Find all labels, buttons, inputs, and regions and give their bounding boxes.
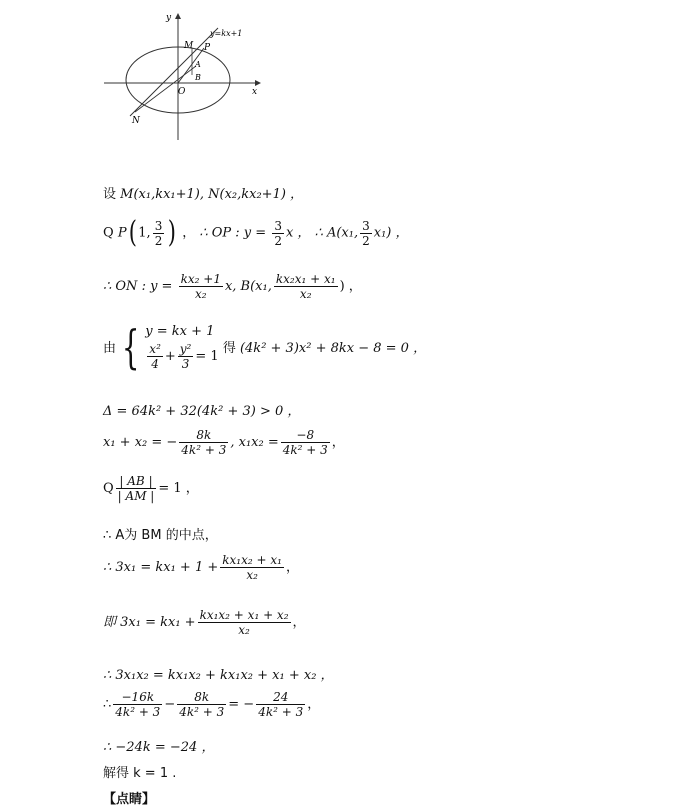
- fraction: [179, 272, 223, 301]
- numerator: 3: [362, 218, 370, 233]
- section-heading-dianjing: 【点睛】: [103, 792, 156, 807]
- text: ∴ A(x₁,: [314, 225, 359, 241]
- label-n: N: [132, 116, 140, 126]
- denominator: 3: [181, 357, 190, 371]
- label-p: P: [204, 43, 211, 53]
- label-a: A: [195, 60, 201, 69]
- text: x ，: [285, 225, 311, 241]
- equation-line: [145, 342, 218, 371]
- numerator: 8k: [177, 690, 226, 705]
- denominator: | AM |: [117, 489, 155, 503]
- text: = 1: [195, 349, 219, 364]
- denominator: 2: [362, 233, 370, 248]
- fraction: [198, 608, 291, 637]
- paren: (: [128, 215, 137, 250]
- numerator: | AB |: [116, 474, 157, 489]
- solution-line-12: [103, 690, 320, 719]
- numerator: −16k: [113, 690, 162, 705]
- fraction: [272, 219, 284, 248]
- text: ∴ ON : y =: [103, 279, 173, 294]
- text: x₁ + x₂ = −: [103, 435, 178, 450]
- denominator: x₂: [194, 287, 207, 301]
- text: ，: [292, 615, 306, 630]
- solution-line-8: ∴ A为 BM 的中点，: [103, 528, 218, 543]
- text: x, B(x₁,: [224, 279, 272, 294]
- fraction: [113, 690, 162, 719]
- text: 得: [222, 341, 236, 356]
- denominator: 2: [274, 233, 282, 248]
- denominator: 4k² + 3: [179, 705, 225, 719]
- math-expression: (4k² + 3)x² + 8kx − 8 = 0 ，: [239, 341, 427, 356]
- fraction: [178, 342, 194, 371]
- solution-line-10: [103, 608, 306, 637]
- solution-line-14: 解得 k = 1 .: [103, 766, 177, 781]
- text: 由: [103, 341, 117, 356]
- denominator: 4: [151, 357, 159, 371]
- denominator: 2: [154, 233, 163, 248]
- solution-line-13: ∴ −24k = −24 ，: [103, 740, 215, 755]
- text: Q: [103, 225, 114, 241]
- math-expression: M(x₁,kx₁+1), N(x₂,kx₂+1) ，: [120, 187, 304, 202]
- solution-line-6: [103, 428, 345, 457]
- text: x₁) ，: [373, 225, 409, 241]
- denominator: x₂: [238, 623, 250, 637]
- numerator: kx₁x₂ + x₁ + x₂: [199, 608, 289, 622]
- text: P: [117, 225, 127, 241]
- text: 1,: [138, 225, 151, 241]
- numerator: 3: [154, 218, 163, 233]
- text: +: [164, 349, 176, 364]
- text: ∴: [103, 697, 112, 712]
- text: Q: [103, 481, 114, 496]
- text: ，: [285, 560, 299, 575]
- fraction: [153, 219, 165, 248]
- fraction: [274, 272, 338, 301]
- line-on: [135, 66, 196, 112]
- solution-line-11: ∴ 3x₁x₂ = kx₁x₂ + kx₁x₂ + x₁ + x₂ ，: [103, 668, 334, 683]
- ellipse-diagram: [100, 8, 270, 148]
- text: ，: [307, 697, 321, 712]
- text: = 1 ，: [158, 481, 199, 496]
- text: ) ，: [339, 279, 362, 294]
- numerator: 3: [274, 218, 282, 233]
- numerator: 8k: [179, 428, 228, 443]
- line-equation-label: y=kx+1: [210, 29, 243, 38]
- solution-line-7: [103, 474, 199, 503]
- text: ∴ 3x₁ = kx₁ + 1 +: [103, 560, 219, 575]
- text: 设: [103, 187, 117, 202]
- denominator: 4k² + 3: [115, 705, 161, 719]
- numerator: −8: [281, 428, 330, 443]
- denominator: 4k² + 3: [181, 443, 227, 457]
- numerator: x²: [149, 342, 161, 356]
- fraction: [256, 690, 305, 719]
- fraction: [179, 428, 228, 457]
- label-y: y: [166, 13, 172, 23]
- denominator: x₂: [299, 287, 312, 301]
- label-o: O: [178, 87, 186, 97]
- line-y-kx-plus-1: [130, 28, 218, 116]
- text: ，: [182, 225, 196, 241]
- solution-line-9: [103, 553, 299, 582]
- fraction: [177, 690, 226, 719]
- numerator: 24: [256, 690, 305, 705]
- denominator: x₂: [246, 568, 258, 582]
- denominator: 4k² + 3: [282, 443, 328, 457]
- fraction: [147, 342, 163, 371]
- fraction: [360, 219, 372, 248]
- solution-line-3: [103, 272, 362, 301]
- label-b: B: [195, 73, 201, 82]
- text: ，: [331, 435, 345, 450]
- text: −: [164, 697, 176, 712]
- label-m: M: [184, 41, 194, 51]
- text: , x₁x₂ =: [230, 435, 279, 450]
- fraction: [116, 474, 157, 503]
- equation-line: y = kx + 1: [145, 324, 215, 339]
- brace: {: [121, 319, 140, 374]
- solution-line-4: [103, 319, 427, 374]
- solution-line-1: [103, 183, 303, 202]
- numerator: y²: [179, 342, 192, 356]
- text: = −: [228, 697, 255, 712]
- equation-system: [145, 322, 218, 371]
- numerator: kx₂x₁ + x₁: [275, 272, 336, 286]
- numerator: kx₂ +1: [180, 272, 221, 286]
- fraction: [220, 553, 284, 582]
- text: 即 3x₁ = kx₁ +: [103, 615, 196, 630]
- paren: ): [168, 215, 177, 250]
- numerator: kx₁x₂ + x₁: [222, 553, 282, 567]
- solution-line-5: Δ = 64k² + 32(4k² + 3) > 0 ，: [103, 404, 301, 419]
- solution-line-2: [103, 215, 409, 250]
- text: ∴ OP : y =: [199, 225, 267, 241]
- fraction: [281, 428, 330, 457]
- denominator: 4k² + 3: [258, 705, 304, 719]
- label-x: x: [252, 87, 258, 97]
